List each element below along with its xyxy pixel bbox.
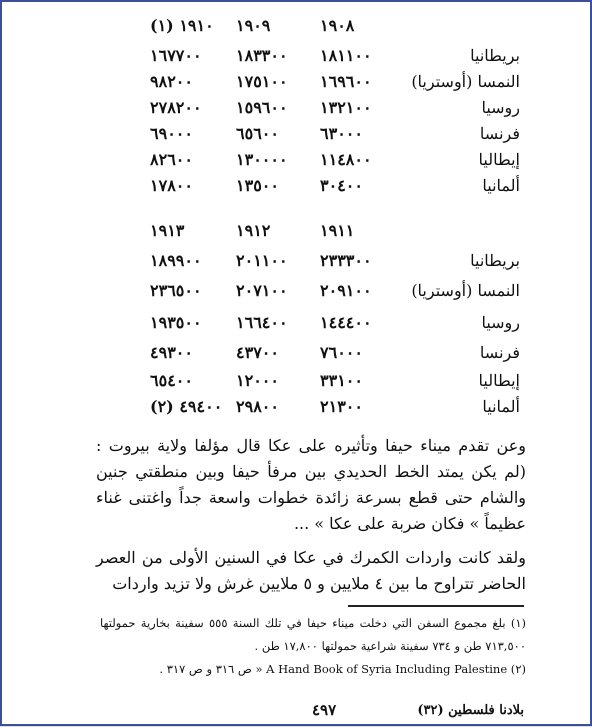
table-cell: ٢١٣٠٠	[320, 397, 363, 416]
table-cell: ١٨٩٩٠٠	[150, 251, 202, 270]
footnote-2: (٢) A Hand Book of Syria Including Palestine « ص ٣١٦ و ص ٣١٧ .	[159, 662, 526, 676]
country-label: النمسا (أوستريا)	[411, 72, 520, 91]
table-cell: ٢٧٨٢٠٠	[150, 98, 202, 117]
table-cell: ١٢٠٠٠	[236, 371, 279, 390]
country-label: إيطاليا	[478, 150, 520, 169]
year-header: ١٩١٣	[150, 221, 185, 240]
table-cell: ١٦٩٦٠٠	[320, 72, 372, 91]
table-cell: ١٦٧٧٠٠	[150, 46, 202, 65]
table-cell: ٦٥٦٠٠	[236, 124, 279, 143]
table-cell: ١٦٦٤٠٠	[236, 313, 288, 332]
table-row	[2, 176, 590, 202]
table-row	[2, 251, 590, 277]
year-header: ١٩١١	[320, 221, 355, 240]
table-cell: ٢٣٦٥٠٠	[150, 281, 202, 300]
table-cell: ٢٠١١٠٠	[236, 251, 288, 270]
table-cell: ٣٣١٠٠	[320, 371, 363, 390]
year-header: ١٩٠٨	[320, 16, 355, 35]
paragraph-haifa: وعن تقدم ميناء حيفا وتأثيره على عكا قال مؤلفا ولاية بيروت : (لم يكن يمتد الخط الحديدي بين مرفأ حيفا وبين منطقتي جنين والشام حتى قطع بسرعة زائدة خطوات واسعة جداً واغتنى غناء عظيماً » فكان ضربة على عكا » ...	[96, 436, 526, 533]
table-row	[2, 98, 590, 124]
table-cell: ١٥٩٦٠٠	[236, 98, 288, 117]
page-number: ٤٩٧	[312, 701, 337, 719]
table-header-row	[2, 221, 590, 247]
country-label: بريطانيا	[470, 46, 520, 65]
table-row	[2, 72, 590, 98]
table-cell: ١٨١١٠٠	[320, 46, 372, 65]
country-label: ألمانيا	[482, 397, 520, 416]
table-cell: ١٣٥٠٠	[236, 176, 279, 195]
country-label: فرنسا	[479, 124, 520, 143]
table-cell: ٢٣٣٣٠٠	[320, 251, 372, 270]
table-cell: ١٧٥١٠٠	[236, 72, 288, 91]
table-cell: ٦٣٠٠٠	[320, 124, 363, 143]
table-header-row	[2, 16, 590, 42]
table-row	[2, 150, 590, 176]
table-cell: ٢٠٧١٠٠	[236, 281, 288, 300]
country-label: ألمانيا	[482, 176, 520, 195]
country-label: النمسا (أوستريا)	[411, 281, 520, 300]
country-label: فرنسا	[479, 343, 520, 362]
country-label: بريطانيا	[470, 251, 520, 270]
table-cell: ١٩٣٥٠٠	[150, 313, 202, 332]
table-row	[2, 46, 590, 72]
table-cell: ٣٠٤٠٠	[320, 176, 363, 195]
body-text	[96, 545, 526, 597]
table-row	[2, 281, 590, 307]
table-cell: ٦٩٠٠٠	[150, 124, 193, 143]
table-cell: ٨٢٦٠٠	[150, 150, 193, 169]
paragraph-customs: ولقد كانت واردات الكمرك في عكا في السنين الأولى من العصر الحاضر تتراوح ما بين ٤ ملايين و ٥ ملايين غرش ولا تزيد واردات	[96, 548, 526, 593]
table-row	[2, 124, 590, 150]
table-cell: ٩٨٢٠٠	[150, 72, 193, 91]
year-header: ١٩١٢	[236, 221, 271, 240]
table-cell: ٢٠٩١٠٠	[320, 281, 372, 300]
table-row	[2, 343, 590, 369]
footnote-divider	[348, 605, 524, 607]
country-label: روسيا	[481, 313, 520, 332]
country-label: روسيا	[481, 98, 520, 117]
table-cell: ١٤٤٤٠٠	[320, 313, 372, 332]
year-header: ١٩٠٩	[236, 16, 271, 35]
table-cell: ٤٩٣٠٠	[150, 343, 193, 362]
table-cell: (٢) ٤٩٤٠٠	[150, 397, 223, 416]
table-cell: ٧٦٠٠٠	[320, 343, 363, 362]
table-cell: ١١٤٨٠٠	[320, 150, 372, 169]
country-label: إيطاليا	[478, 371, 520, 390]
body-text	[96, 433, 526, 537]
table-cell: ١٧٨٠٠	[150, 176, 193, 195]
table-row	[2, 313, 590, 339]
year-header: (١) ١٩١٠	[150, 16, 214, 35]
table-cell: ١٣٠٠٠٠	[236, 150, 288, 169]
book-title: بلادنا فلسطين (٣٢)	[417, 703, 524, 718]
page-footer	[162, 703, 524, 721]
table-cell: ٦٥٤٠٠	[150, 371, 193, 390]
footnotes	[100, 612, 526, 681]
table-cell: ٢٩٨٠٠	[236, 397, 279, 416]
footnote-1: (١) بلغ مجموع السفن التي دخلت ميناء حيفا في تلك السنة ٥٥٥ سفينة بخارية حمولتها ٧١٣,٥٠٠ طن و ٧٣٤ سفينة شراعية حمولتها ١٧,٨٠٠ طن .	[100, 616, 526, 653]
table-row	[2, 397, 590, 423]
table-cell: ١٣٢١٠٠	[320, 98, 372, 117]
table-cell: ١٨٣٣٠٠	[236, 46, 288, 65]
table-cell: ٤٣٧٠٠	[236, 343, 279, 362]
table-row	[2, 371, 590, 397]
